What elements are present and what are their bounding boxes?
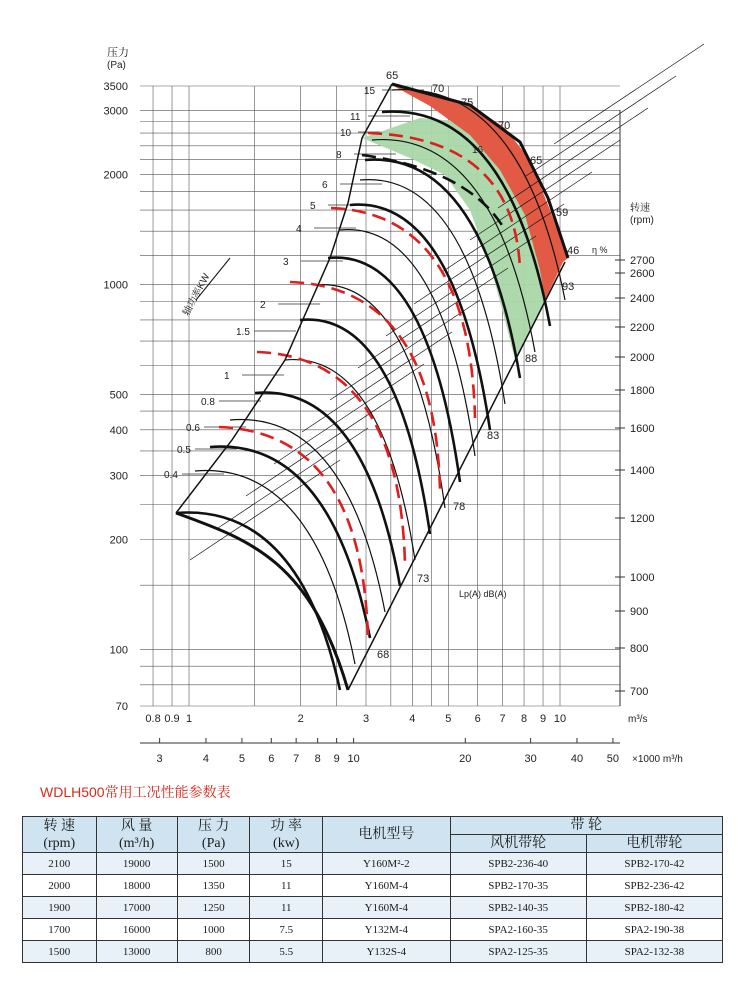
y-axis-unit: (Pa)	[107, 60, 126, 71]
y-tick-label: 1000	[103, 279, 128, 292]
y-tick-label: 300	[109, 470, 128, 483]
cell-pressure: 1250	[177, 897, 250, 919]
efficiency-label: 75	[461, 97, 474, 109]
efficiency-label: 65	[386, 70, 399, 82]
x-tick-label-m3h: 50	[606, 753, 620, 765]
cell-pressure: 1500	[177, 853, 250, 875]
speed-tick-label: 1400	[630, 465, 655, 477]
x-tick-label-m3s: 4	[409, 713, 416, 725]
system-line	[554, 44, 704, 144]
cell-fan-pulley: SPA2-125-35	[450, 941, 586, 963]
noise-label: 73	[417, 573, 430, 585]
cell-speed: 1700	[23, 919, 97, 941]
speed-tick-label: 2600	[630, 268, 655, 280]
noise-label: 78	[453, 501, 466, 513]
cell-speed: 2000	[23, 875, 97, 897]
efficiency-label: 70	[432, 83, 445, 95]
speed-tick-label: 1800	[630, 385, 655, 397]
y-tick-label: 500	[109, 389, 128, 402]
chart-labels	[104, 45, 683, 765]
speed-tick-label: 2000	[630, 352, 655, 364]
x-tick-label-m3h: 10	[347, 753, 360, 765]
x-axis-unit-m3h: ×1000 m³/h	[632, 754, 683, 765]
cell-pressure: 800	[177, 941, 250, 963]
y-tick-label: 400	[109, 424, 128, 437]
cell-motor-pulley: SPB2-170-42	[586, 853, 722, 875]
performance-curve	[350, 205, 490, 430]
y-tick-label: 70	[115, 701, 128, 713]
speed-tick-label: 1200	[630, 513, 655, 525]
power-axis-title: 轴功率KW	[181, 271, 213, 318]
speed-tick-label: 700	[630, 686, 649, 698]
cell-speed: 2100	[23, 853, 97, 875]
x-tick-label-m3s: 3	[362, 713, 370, 725]
power-label: 15	[364, 86, 376, 97]
y-tick-label: 2000	[103, 169, 128, 182]
efficiency-label: 59	[556, 207, 569, 219]
x-tick-label-m3s: 2	[297, 713, 304, 725]
speed-tick-label: 2200	[630, 322, 655, 334]
power-label: 0.6	[186, 423, 200, 434]
y-tick-label: 3500	[103, 81, 128, 93]
y-tick-label: 3000	[103, 105, 128, 118]
noise-title: Lp(A) dB(A)	[459, 589, 507, 599]
cell-fan-pulley: SPB2-170-35	[450, 875, 586, 897]
performance-curve	[328, 258, 460, 482]
x-tick-label-m3h: 20	[459, 753, 472, 765]
header-power: 功 率 (kw)	[250, 817, 323, 853]
x-tick-label-m3s: 5	[445, 713, 452, 725]
cell-fan-pulley: SPB2-236-40	[450, 853, 586, 875]
power-label: 11	[350, 112, 361, 123]
x-axis-unit-m3s: m³/s	[628, 714, 648, 725]
cell-motor: Y160M-4	[323, 875, 450, 897]
x-tick-label-m3s: 9	[539, 713, 547, 725]
power-label: 2	[260, 300, 266, 311]
performance-parameter-table	[22, 816, 723, 963]
x-tick-label-m3h: 4	[202, 753, 210, 765]
x-tick-label-m3s: 8	[520, 713, 528, 725]
power-label: 0.5	[177, 445, 191, 456]
system-line	[526, 76, 676, 176]
power-label: 0.4	[164, 470, 178, 481]
table-row	[23, 875, 723, 897]
table-body	[23, 853, 723, 963]
power-label: 1.5	[236, 327, 250, 338]
noise-label: 88	[525, 353, 538, 365]
header-motor: 电机型号	[323, 817, 450, 853]
system-line	[330, 300, 480, 400]
x-tick-label-m3s: 0.8	[145, 713, 161, 725]
table-title: WDLH500常用工况性能参数表	[40, 784, 231, 800]
x-tick-label-m3h: 6	[268, 753, 275, 765]
system-line	[358, 268, 508, 368]
efficiency-label: 46	[567, 245, 580, 257]
x-tick-label-m3s: 0.9	[164, 713, 180, 725]
system-line	[218, 428, 368, 528]
x-tick-label-m3h: 8	[314, 753, 321, 765]
x-tick-label-m3h: 40	[570, 753, 584, 765]
table-row	[23, 919, 723, 941]
speed-tick-label: 900	[630, 606, 649, 618]
cell-flow: 19000	[96, 853, 177, 875]
noise-label: 83	[487, 430, 500, 442]
cell-power: 7.5	[250, 919, 323, 941]
rated-curve	[290, 282, 440, 490]
cell-flow: 17000	[96, 897, 177, 919]
x-tick-label-m3h: 30	[524, 753, 537, 765]
power-label: 6	[322, 180, 328, 191]
header-speed: 转 速 (rpm)	[23, 817, 97, 853]
header-pulley: 带 轮	[450, 817, 722, 835]
cell-flow: 18000	[96, 875, 177, 897]
x-tick-label-m3s: 6	[474, 713, 481, 725]
power-label: 4	[296, 224, 302, 235]
noise-label: 93	[562, 281, 575, 293]
performance-curve	[255, 393, 400, 586]
speed-tick-label: 800	[630, 643, 649, 655]
speed-tick-label: 2700	[630, 255, 655, 267]
speed-tick-label: 2400	[630, 293, 655, 305]
cell-fan-pulley: SPB2-140-35	[450, 897, 586, 919]
y-tick-label: 200	[109, 534, 128, 547]
inner-label: 16	[472, 145, 484, 156]
x-tick-label-m3h: 7	[293, 753, 300, 765]
table-row	[23, 897, 723, 919]
power-label: 10	[340, 128, 352, 139]
table-row	[23, 853, 723, 875]
header-fan-pulley: 风机带轮	[450, 835, 586, 853]
power-label: 8	[336, 150, 342, 161]
cell-motor-pulley: SPA2-190-38	[586, 919, 722, 941]
performance-curve	[315, 285, 445, 508]
efficiency-label: 70	[498, 120, 511, 132]
cell-motor: Y132S-4	[323, 941, 450, 963]
noise-label: 68	[377, 649, 390, 661]
speed-axis-unit: (rpm)	[630, 215, 654, 226]
efficiency-title: η %	[592, 245, 608, 255]
y-axis-title: 压力	[107, 47, 129, 59]
performance-curve	[195, 471, 355, 664]
cell-power: 5.5	[250, 941, 323, 963]
x-tick-label-m3h: 3	[156, 753, 163, 765]
power-label: 1	[224, 371, 230, 382]
cell-pressure: 1350	[177, 875, 250, 897]
rated-curve	[257, 352, 405, 565]
x-tick-label-m3s: 10	[553, 713, 567, 725]
power-label: 0.8	[201, 397, 215, 408]
y-tick-label: 100	[109, 644, 128, 657]
cell-flow: 16000	[96, 919, 177, 941]
system-line	[302, 332, 452, 432]
speed-axis-title: 转速	[630, 203, 650, 214]
power-label: 5	[310, 201, 316, 212]
x-tick-label-m3s: 1	[185, 713, 193, 725]
cell-motor-pulley: SPB2-180-42	[586, 897, 722, 919]
cell-flow: 13000	[96, 941, 177, 963]
performance-curve	[176, 512, 340, 690]
cell-motor: Y160M-4	[323, 897, 450, 919]
cell-speed: 1900	[23, 897, 97, 919]
header-motor-pulley: 电机带轮	[586, 835, 722, 853]
cell-motor-pulley: SPB2-236-42	[586, 875, 722, 897]
grid-lines	[140, 86, 625, 743]
header-flow: 风 量 (m³/h)	[96, 817, 177, 853]
system-line	[190, 460, 340, 560]
performance-curve	[230, 420, 385, 612]
speed-tick-label: 1600	[630, 423, 655, 435]
speed-tick-label: 1000	[630, 572, 655, 584]
rated-curve	[219, 427, 368, 640]
x-tick-label-m3h: 9	[333, 753, 340, 765]
cell-motor: Y132M-4	[323, 919, 450, 941]
chart-boundary-right	[348, 262, 565, 690]
cell-power: 15	[250, 853, 323, 875]
x-tick-label-m3s: 7	[499, 713, 506, 725]
cell-motor-pulley: SPA2-132-38	[586, 941, 722, 963]
cell-motor: Y160M²-2	[323, 853, 450, 875]
cell-speed: 1500	[23, 941, 97, 963]
cell-power: 11	[250, 875, 323, 897]
cell-power: 11	[250, 897, 323, 919]
header-pressure: 压 力 (Pa)	[177, 817, 250, 853]
power-label: 3	[283, 257, 289, 268]
table-row	[23, 941, 723, 963]
cell-pressure: 1000	[177, 919, 250, 941]
x-tick-label-m3h: 5	[238, 753, 245, 765]
efficiency-label: 65	[530, 155, 543, 167]
cell-fan-pulley: SPA2-160-35	[450, 919, 586, 941]
